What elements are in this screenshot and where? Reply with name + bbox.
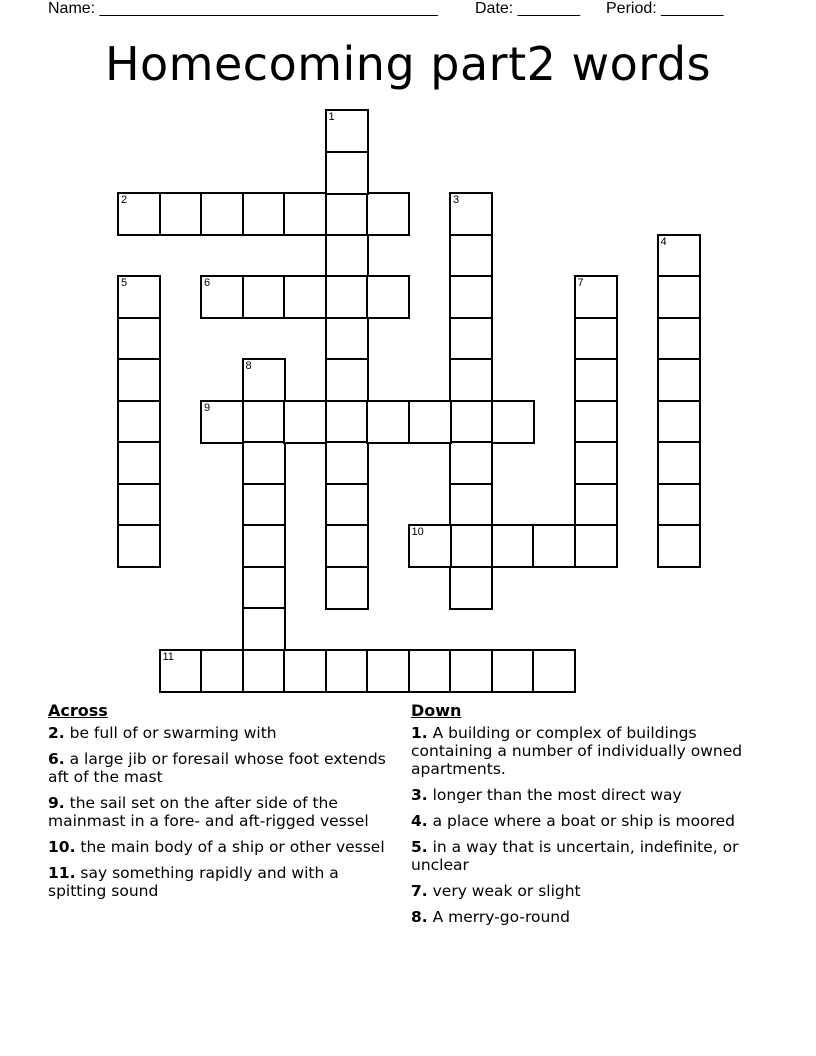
grid-cell[interactable] <box>366 275 410 319</box>
grid-cell[interactable] <box>325 109 369 153</box>
grid-cell[interactable] <box>491 524 535 568</box>
grid-cell[interactable] <box>574 275 618 319</box>
grid-cell[interactable] <box>366 400 410 444</box>
grid-cell[interactable] <box>491 400 535 444</box>
grid-cell[interactable] <box>657 317 701 361</box>
grid-cell[interactable] <box>117 275 161 319</box>
grid-cell[interactable] <box>449 483 493 527</box>
grid-cell[interactable] <box>242 192 286 236</box>
clue-number: 10. <box>48 838 76 856</box>
grid-cell[interactable] <box>449 317 493 361</box>
grid-cell[interactable] <box>242 566 286 610</box>
clue-text: a large jib or foresail whose foot extends aft of the mast <box>48 750 386 786</box>
grid-cell[interactable] <box>159 192 203 236</box>
clue-number-3: 3 <box>453 194 460 206</box>
grid-cell[interactable] <box>242 524 286 568</box>
grid-cell[interactable] <box>117 317 161 361</box>
down-clue <box>411 812 781 830</box>
clue-text: A building or complex of buildings containing a number of individually owned apartments. <box>411 724 743 778</box>
grid-cell[interactable] <box>117 441 161 485</box>
grid-cell[interactable] <box>657 234 701 278</box>
clue-number-7: 7 <box>577 277 584 289</box>
clue-number-9: 9 <box>204 401 211 414</box>
grid-cell[interactable] <box>532 649 576 693</box>
grid-cell[interactable] <box>242 607 286 651</box>
down-clue-list <box>411 724 781 926</box>
clue-number: 1. <box>411 724 428 742</box>
grid-cell[interactable] <box>200 400 244 444</box>
across-heading: Across <box>48 701 108 720</box>
clue-number: 5. <box>411 838 428 856</box>
down-clue <box>411 908 781 926</box>
grid-cell[interactable] <box>449 566 493 610</box>
grid-cell[interactable] <box>325 358 369 402</box>
grid-cell[interactable] <box>325 192 369 236</box>
grid-cell[interactable] <box>242 441 286 485</box>
down-heading: Down <box>411 701 462 720</box>
grid-cell[interactable] <box>200 192 244 236</box>
clue-number-6: 6 <box>204 277 211 289</box>
clue-number: 8. <box>411 908 428 926</box>
grid-cell[interactable] <box>449 524 493 568</box>
down-clues <box>411 702 781 934</box>
grid-cell[interactable] <box>408 400 452 444</box>
date-field[interactable]: Date: _______ <box>475 0 580 17</box>
grid-cell[interactable] <box>325 400 369 444</box>
grid-cell[interactable] <box>325 317 369 361</box>
name-field[interactable]: Name: ______________________________________ <box>48 0 438 17</box>
clue-number-1: 1 <box>328 111 335 123</box>
grid-cell[interactable] <box>283 192 327 236</box>
grid-cell[interactable] <box>449 441 493 485</box>
grid-cell[interactable] <box>325 275 369 319</box>
clue-number: 7. <box>411 882 428 900</box>
grid-cell[interactable] <box>242 400 286 444</box>
grid-cell[interactable] <box>117 483 161 527</box>
grid-cell[interactable] <box>283 275 327 319</box>
clue-number-8: 8 <box>245 360 252 372</box>
grid-cell[interactable] <box>657 441 701 485</box>
clue-text: be full of or swarming with <box>69 724 277 742</box>
clue-number-2: 2 <box>121 194 128 206</box>
grid-cell[interactable] <box>325 234 369 278</box>
clue-number-11: 11 <box>162 650 174 663</box>
grid-cell[interactable] <box>657 275 701 319</box>
across-clue <box>48 838 393 856</box>
clue-number: 11. <box>48 864 76 882</box>
grid-cell[interactable] <box>449 275 493 319</box>
clue-text: longer than the most direct way <box>432 786 682 804</box>
grid-cell[interactable] <box>449 358 493 402</box>
grid-cell[interactable] <box>117 524 161 568</box>
across-clue-list <box>48 724 393 900</box>
grid-cell[interactable] <box>117 192 161 236</box>
across-clues <box>48 702 393 908</box>
clue-text: the main body of a ship or other vessel <box>80 838 385 856</box>
clue-number-5: 5 <box>121 277 128 289</box>
down-clue <box>411 838 781 874</box>
clue-number: 6. <box>48 750 65 768</box>
grid-cell[interactable] <box>574 400 618 444</box>
grid-cell[interactable] <box>657 400 701 444</box>
grid-cell[interactable] <box>325 649 369 693</box>
clue-text: very weak or slight <box>432 882 581 900</box>
grid-cell[interactable] <box>325 441 369 485</box>
grid-cell[interactable] <box>657 483 701 527</box>
grid-cell[interactable] <box>449 400 493 444</box>
grid-cell[interactable] <box>366 649 410 693</box>
across-clue <box>48 864 393 900</box>
grid-cell[interactable] <box>242 275 286 319</box>
grid-cell[interactable] <box>532 524 576 568</box>
clue-number: 4. <box>411 812 428 830</box>
grid-cell[interactable] <box>200 275 244 319</box>
across-clue <box>48 794 393 830</box>
clue-number-4: 4 <box>660 235 667 248</box>
grid-cell[interactable] <box>574 441 618 485</box>
down-clue <box>411 786 781 804</box>
down-clue <box>411 882 781 900</box>
grid-cell[interactable] <box>242 358 286 402</box>
clue-text: in a way that is uncertain, indefinite, or unclear <box>411 838 739 874</box>
grid-cell[interactable] <box>574 317 618 361</box>
grid-cell[interactable] <box>242 483 286 527</box>
clue-number: 9. <box>48 794 65 812</box>
grid-cell[interactable] <box>325 524 369 568</box>
grid-cell[interactable] <box>200 649 244 693</box>
across-clue <box>48 750 393 786</box>
grid-cell[interactable] <box>657 524 701 568</box>
grid-cell[interactable] <box>325 151 369 195</box>
grid-cell[interactable] <box>449 192 493 236</box>
grid-cell[interactable] <box>574 524 618 568</box>
grid-cell[interactable] <box>325 566 369 610</box>
grid-cell[interactable] <box>408 524 452 568</box>
grid-cell[interactable] <box>449 234 493 278</box>
grid-cell[interactable] <box>159 649 203 693</box>
clue-text: say something rapidly and with a spitting sound <box>48 864 339 900</box>
clue-text: a place where a boat or ship is moored <box>432 812 735 830</box>
page-title: Homecoming part2 words <box>104 37 712 91</box>
grid-cell[interactable] <box>117 358 161 402</box>
grid-cell[interactable] <box>242 649 286 693</box>
grid-cell[interactable] <box>574 358 618 402</box>
grid-cell[interactable] <box>283 400 327 444</box>
grid-cell[interactable] <box>283 649 327 693</box>
grid-cell[interactable] <box>366 192 410 236</box>
clue-text: the sail set on the after side of the mainmast in a fore- and aft-rigged vessel <box>48 794 369 830</box>
grid-cell[interactable] <box>449 649 493 693</box>
grid-cell[interactable] <box>408 649 452 693</box>
clue-number: 2. <box>48 724 65 742</box>
clue-number: 3. <box>411 786 428 804</box>
grid-cell[interactable] <box>117 400 161 444</box>
grid-cell[interactable] <box>491 649 535 693</box>
across-clue <box>48 724 393 742</box>
clue-text: A merry-go-round <box>432 908 570 926</box>
down-clue <box>411 724 781 778</box>
clue-number-10: 10 <box>411 526 424 538</box>
grid-cell[interactable] <box>325 483 369 527</box>
grid-cell[interactable] <box>657 358 701 402</box>
grid-cell[interactable] <box>574 483 618 527</box>
period-field[interactable]: Period: _______ <box>606 0 724 17</box>
